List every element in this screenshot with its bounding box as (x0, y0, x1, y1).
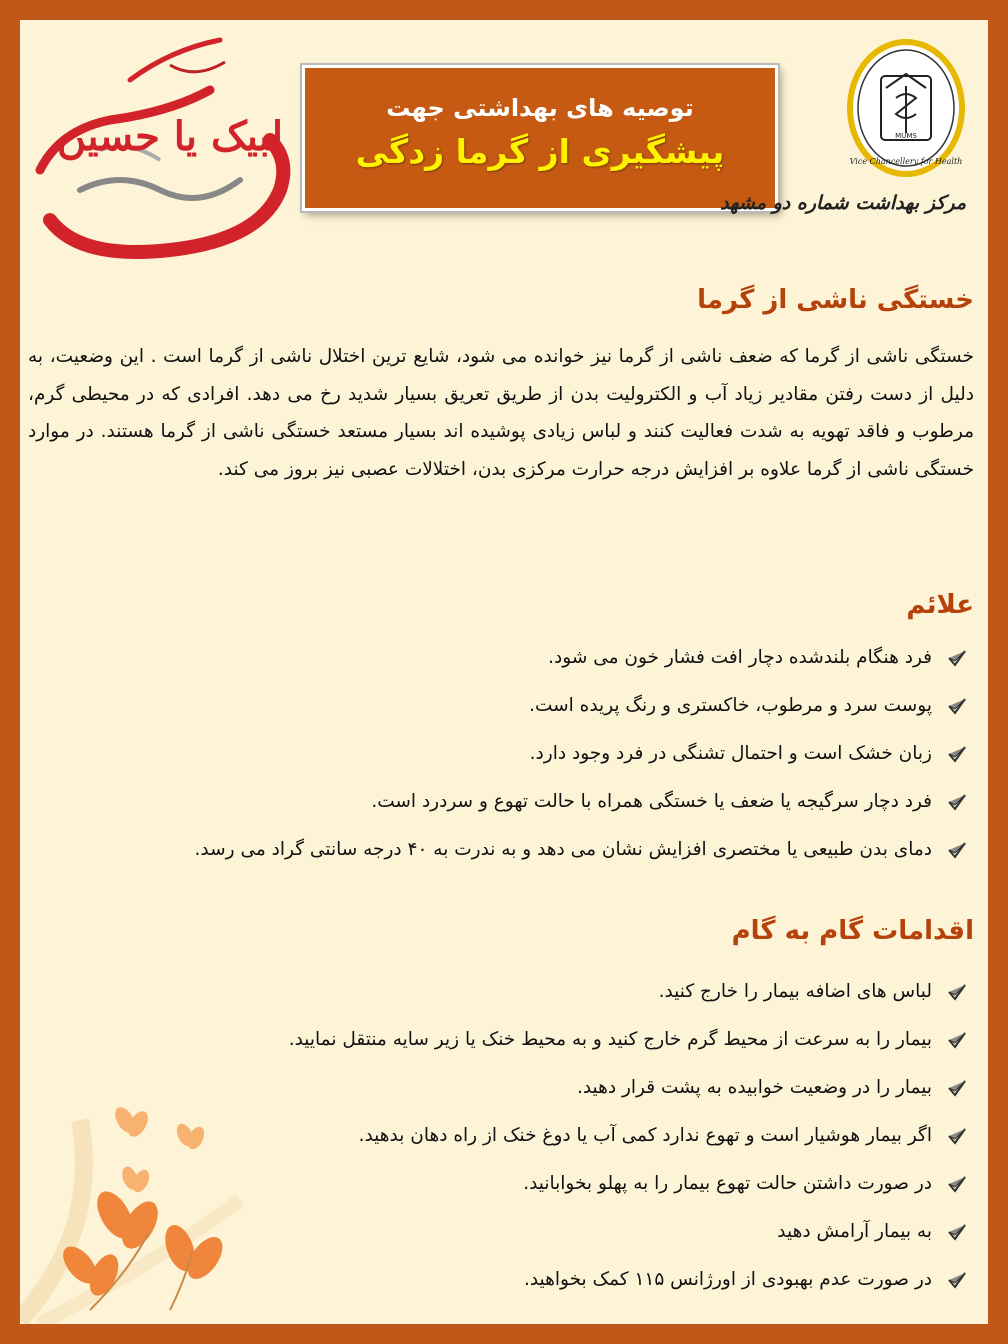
list-item (40, 778, 972, 826)
checkmark-arrow-icon (944, 682, 970, 730)
list-item-text: دمای بدن طبیعی یا مختصری افزایش نشان می دهد و به ندرت به ۴۰ درجه سانتی گراد می رسد. (194, 839, 932, 860)
logo-abbr: MUMS (895, 132, 917, 140)
checkmark-arrow-icon (944, 1256, 970, 1304)
list-item-text: در صورت داشتن حالت تهوع بیمار را به پهلو بخوابانید. (523, 1173, 932, 1194)
title-line-1: توصیه های بهداشتی جهت (386, 94, 694, 122)
list-item-text: پوست سرد و مرطوب، خاکستری و رنگ پریده است. (529, 695, 932, 716)
list-item-text: زبان خشک است و احتمال تشنگی در فرد وجود دارد. (529, 743, 932, 764)
checkmark-arrow-icon (944, 1016, 970, 1064)
university-emblem-icon (846, 38, 966, 178)
checkmark-arrow-icon (944, 1112, 970, 1160)
title-box (302, 65, 778, 211)
list-item-text: در صورت عدم بهبودی از اورژانس ۱۱۵ کمک بخواهید. (523, 1269, 932, 1290)
title-line-2: پیشگیری از گرما زدگی (355, 132, 725, 171)
checkmark-arrow-icon (944, 968, 970, 1016)
list-item-text: به بیمار آرامش دهید (777, 1221, 932, 1242)
list-item (40, 634, 972, 682)
calligraphy-logo (20, 20, 320, 270)
checkmark-arrow-icon (944, 634, 970, 682)
butterfly-flowers-icon (20, 1080, 280, 1324)
list-item-text: فرد هنگام بلندشده دچار افت فشار خون می شود. (548, 647, 932, 668)
heading-step-by-step: اقدامات گام به گام (731, 916, 974, 946)
intro-paragraph: خستگی ناشی از گرما که ضعف ناشی از گرما نیز خوانده می شود، شایع ترین اختلال ناشی از گرما است . این وضعیت، به دلیل از دست رفتن مقادیر زیاد آب و الکترولیت بدن از طریق تعریق بسیار شدید رخ می دهد. افرادی که در محیطی گرم، مرطوب و فاقد تهویه به شدت فعالیت کنند و لباس زیادی پوشیده اند بسیار مستعد خستگی ناشی از گرما هستند. در موارد خستگی ناشی از گرما علاوه بر افزایش درجه حرارت مرکزی بدن، اختلالات عصبی نیز بروز می کند. (28, 346, 974, 480)
list-item-text: لباس های اضافه بیمار را خارج کنید. (658, 981, 932, 1002)
poster (20, 20, 988, 1324)
checkmark-arrow-icon (944, 826, 970, 874)
logo-caption: Vice Chancellery for Health (849, 157, 963, 166)
list-item-text: اگر بیمار هوشیار است و تهوع ندارد کمی آب یا دوغ خنک از راه دهان بدهید. (358, 1125, 932, 1146)
heading-heat-exhaustion: خستگی ناشی از گرما (697, 285, 974, 315)
checkmark-arrow-icon (944, 1208, 970, 1256)
list-item (40, 730, 972, 778)
symptoms-list (40, 634, 972, 874)
calligraphy-text: لبیک یا حسین (56, 113, 284, 160)
list-item-text: بیمار را به سرعت از محیط گرم خارج کنید و به محیط خنک یا زیر سایه منتقل نمایید. (288, 1029, 932, 1050)
list-item (40, 1016, 972, 1064)
list-item (40, 682, 972, 730)
list-item-text: فرد دچار سرگیجه یا ضعف یا خستگی همراه با حالت تهوع و سردرد است. (371, 791, 932, 812)
heading-symptoms: علائم (906, 590, 974, 620)
checkmark-arrow-icon (944, 778, 970, 826)
list-item-text: بیمار را در وضعیت خوابیده به پشت قرار دهید. (576, 1077, 932, 1098)
list-item (40, 968, 972, 1016)
list-item (40, 826, 972, 874)
checkmark-arrow-icon (944, 1064, 970, 1112)
checkmark-arrow-icon (944, 1160, 970, 1208)
health-center-name: مرکز بهداشت شماره دو مشهد (720, 192, 966, 214)
checkmark-arrow-icon (944, 730, 970, 778)
